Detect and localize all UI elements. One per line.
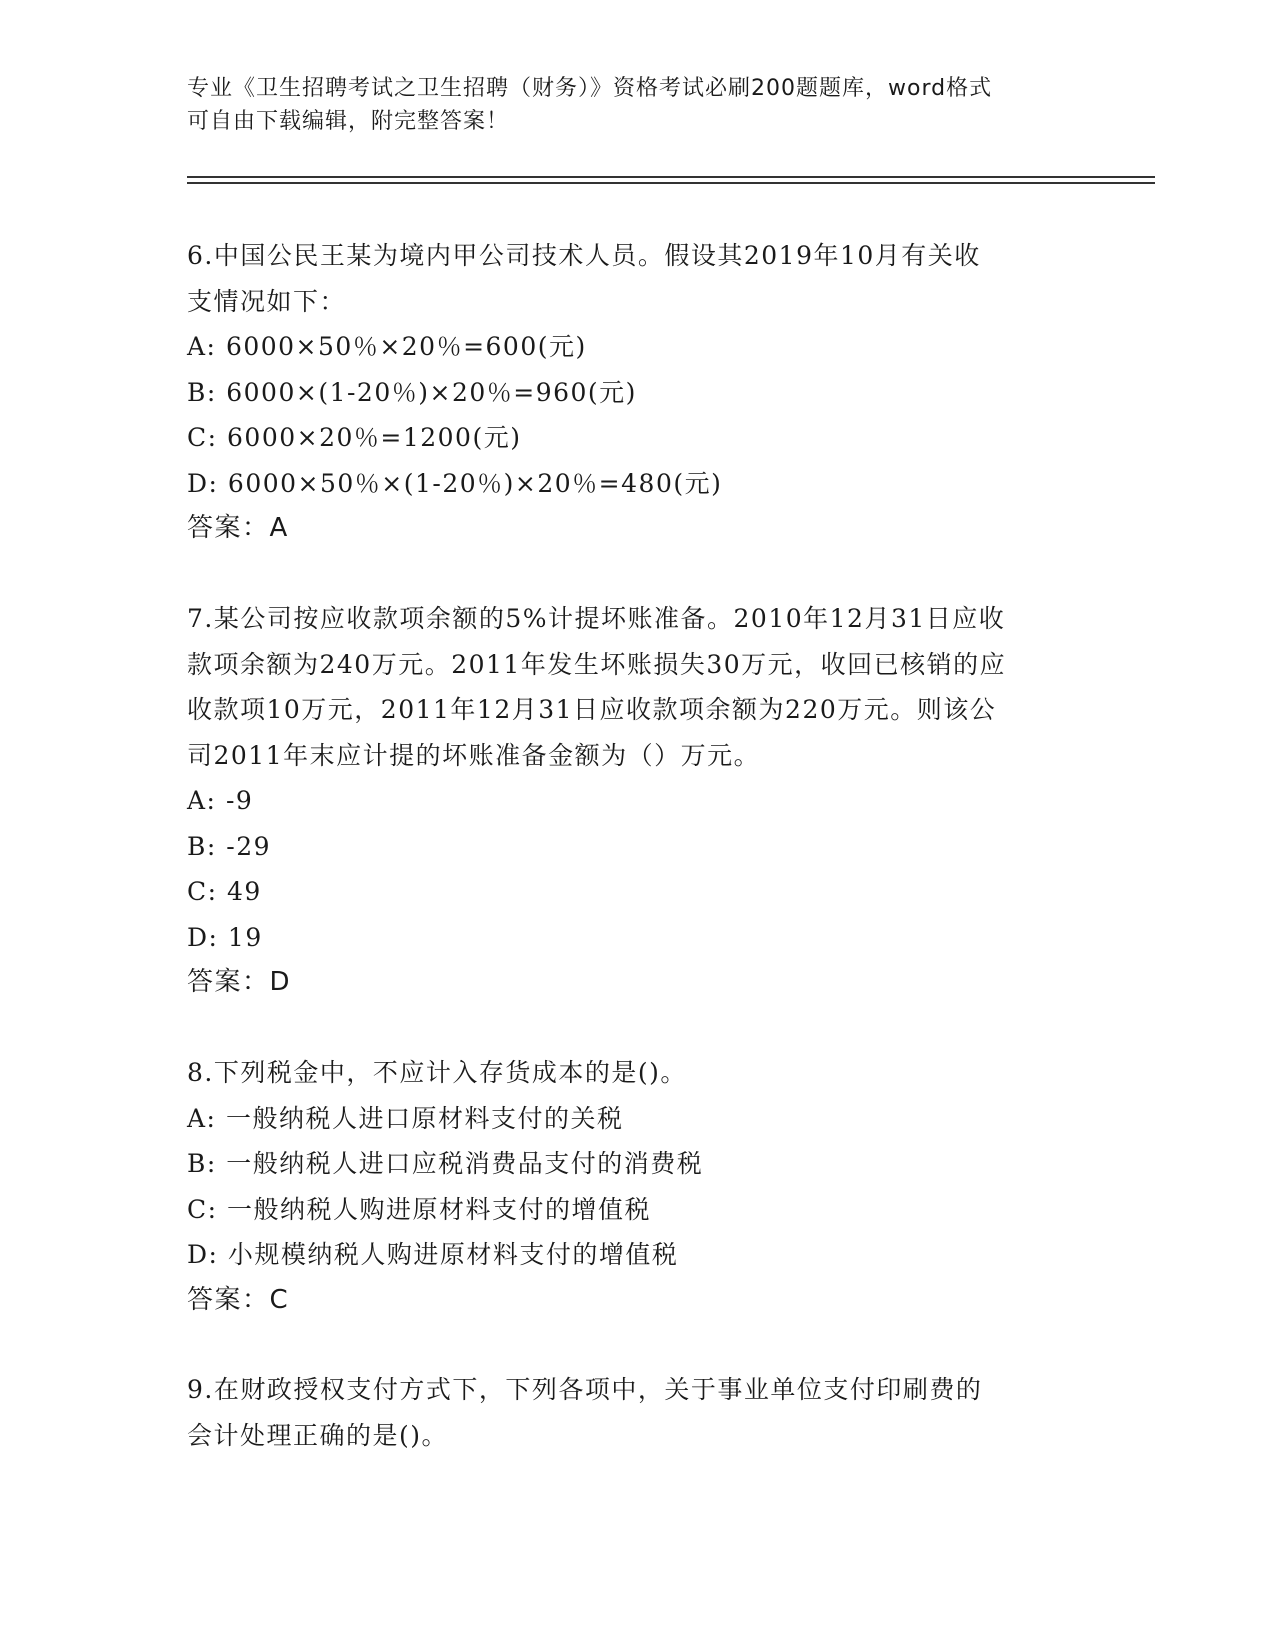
question-6-answer: 答案：A [187,513,289,543]
question-6-option-d [187,461,1087,507]
option-text: 6000×20％=1200(元) [227,423,522,452]
option-label: C: [187,1194,218,1224]
option-text: -9 [225,786,254,815]
question-6-option-c [187,415,1087,461]
option-text: 一般纳税人进口应税消费品支付的消费税 [226,1149,704,1178]
question-6-line-1: 6.中国公民王某为境内甲公司技术人员。假设其2019年10月有关收 [187,241,981,270]
option-label: B: [187,831,217,861]
option-label: A: [187,786,217,815]
option-text: 一般纳税人购进原材料支付的增值税 [227,1194,652,1224]
option-text: 19 [227,922,263,952]
header-line-1: 专业《卫生招聘考试之卫生招聘（财务）》资格考试必刷200题题库，word格式 [187,76,993,101]
question-8 [187,1050,1087,1323]
question-6-option-b [187,370,1087,416]
option-text: 小规模纳税人购进原材料支付的增值税 [227,1240,679,1269]
question-6-line-2: 支情况如下： [187,286,347,316]
option-label: C: [187,423,218,452]
option-text: 6000×50％×20％=600(元) [225,332,587,361]
option-text: 一般纳税人进口原材料支付的关税 [225,1103,624,1133]
question-9-line-2: 会计处理正确的是()。 [187,1420,449,1450]
header-divider-top [187,176,1155,178]
question-7-option-a [187,778,1087,824]
question-7-line-2: 款项余额为240万元。2011年发生坏账损失30万元，收回已核销的应 [187,649,1007,679]
option-text: 6000×50％×(1-20％)×20％=480(元) [227,468,723,498]
option-label: D: [187,922,219,952]
question-6-option-a [187,324,1087,370]
question-7-option-c [187,869,1087,915]
question-8-option-c [187,1187,1087,1233]
option-label: D: [187,468,219,498]
option-label: C: [187,877,218,906]
question-8-option-a [187,1096,1087,1142]
option-label: A: [187,1103,217,1133]
question-7-option-d [187,915,1087,961]
question-8-option-d [187,1232,1087,1278]
option-label: A: [187,332,217,361]
question-7-line-4: 司2011年末应计提的坏账准备金额为（）万元。 [187,740,761,770]
question-8-line-1: 8.下列税金中，不应计入存货成本的是()。 [187,1058,687,1087]
option-label: B: [187,377,217,407]
question-7-line-1: 7.某公司按应收款项余额的5%计提坏账准备。2010年12月31日应收 [187,604,1006,633]
option-label: D: [187,1240,219,1269]
option-label: B: [187,1149,217,1178]
question-9 [187,1367,1087,1458]
question-7 [187,596,1087,1006]
header-divider-bottom [187,182,1155,184]
option-text: 49 [227,877,262,906]
question-7-option-b [187,824,1087,870]
question-9-line-1: 9.在财政授权支付方式下，下列各项中，关于事业单位支付印刷费的 [187,1375,983,1404]
option-text: -29 [226,831,272,861]
question-7-line-3: 收款项10万元，2011年12月31日应收款项余额为220万元。则该公 [187,695,997,724]
question-8-option-b [187,1141,1087,1187]
question-6 [187,233,1087,552]
header-line-2: 可自由下载编辑，附完整答案！ [187,109,510,134]
question-7-answer: 答案：D [187,967,292,997]
question-8-answer: 答案：C [187,1284,290,1315]
option-text: 6000×(1-20％)×20％=960(元) [226,377,637,407]
document-header [187,72,1067,138]
